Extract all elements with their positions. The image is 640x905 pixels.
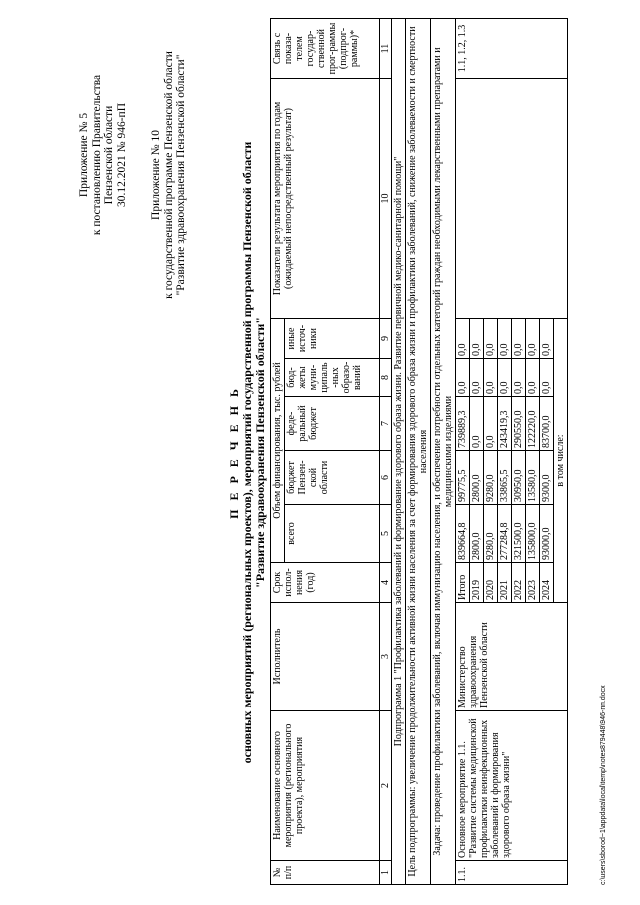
row-total: 9280,0	[484, 505, 498, 563]
header-funding: Объем финансирования, тыс. рублей	[271, 319, 285, 563]
activities-table	[270, 18, 568, 885]
row-year: 2023	[526, 563, 540, 603]
header-federal: феде-ральный бюджет	[285, 397, 380, 451]
row-federal: 83700,0	[540, 397, 554, 451]
row-municipal: 0,0	[512, 359, 526, 397]
row-total: 321500,0	[512, 505, 526, 563]
annex5-line3: Пензенской области	[103, 105, 115, 205]
subprogram-row	[392, 19, 406, 885]
col-number: 10	[380, 79, 392, 319]
title-heading: П Е Р Е Ч Е Н Ь	[227, 386, 241, 519]
row-year: 2024	[540, 563, 554, 603]
subprogram-task: Задача: проведение профилактики заболеваний, включая иммунизацию населения, и обеспечение потребности отдельных категорий граждан необходимыми лекарственными препаратами и медицинскими изделиями	[431, 19, 456, 885]
col-number: 3	[380, 603, 392, 711]
row-results	[456, 79, 568, 319]
row-federal: 739889,3	[456, 397, 470, 451]
row-other: 0,0	[456, 319, 470, 359]
annex5-line1: Приложение № 5	[78, 112, 90, 198]
col-number: 7	[380, 397, 392, 451]
row-year: 2019	[470, 563, 484, 603]
row-municipal: 0,0	[484, 359, 498, 397]
header-term: Срок испол-нения (год)	[271, 563, 380, 603]
header-regional: бюджет Пензен-ской области	[285, 451, 380, 505]
row-total: 93000,0	[540, 505, 554, 563]
row-other: 0,0	[540, 319, 554, 359]
row-regional: 13580,0	[526, 451, 540, 505]
row-federal: 290550,0	[512, 397, 526, 451]
header-results: Показатели результата мероприятия по годам (ожидаемый непосредственный результат)	[271, 79, 380, 319]
row-regional: 30950,0	[512, 451, 526, 505]
row-other: 0,0	[484, 319, 498, 359]
row-municipal: 0,0	[526, 359, 540, 397]
row-year: 2020	[484, 563, 498, 603]
row-municipal: 0,0	[540, 359, 554, 397]
row-total: 135800,0	[526, 505, 540, 563]
header-total: всего	[285, 505, 380, 563]
row-regional: 33865,5	[498, 451, 512, 505]
row-municipal: 0,0	[456, 359, 470, 397]
subprogram-goal: Цель подпрограммы: увеличение продолжительности активной жизни населения за счет формирования здорового образа жизни и профилактики заболеваний, снижение заболеваемости и смертности населения	[406, 19, 431, 885]
file-path-footer: c:\users\sborod~1\appdata\local\temp\notes879448\946-пп.docx	[600, 685, 607, 885]
col-number: 5	[380, 505, 392, 563]
task-row	[431, 19, 456, 885]
header-row-1	[271, 19, 285, 885]
annex5-header	[78, 40, 128, 270]
col-number: 9	[380, 319, 392, 359]
annex10-line1: Приложение № 10	[150, 130, 162, 220]
row-municipal: 0,0	[470, 359, 484, 397]
row-year: 2022	[512, 563, 526, 603]
including-label: в том числе:	[554, 319, 568, 603]
row-federal: 0,0	[484, 397, 498, 451]
row-municipal: 0,0	[498, 359, 512, 397]
annex5-line2: к постановлению Правительства	[90, 74, 103, 236]
row-regional: 9300,0	[540, 451, 554, 505]
header-other: иные источ-ники	[285, 319, 380, 359]
row-regional: 9280,0	[484, 451, 498, 505]
col-number: 4	[380, 563, 392, 603]
row-total: 2800,0	[470, 505, 484, 563]
annex10-header	[150, 10, 188, 340]
column-number-row	[380, 19, 392, 885]
annex5-line4: 30.12.2021 № 946-пП	[115, 103, 128, 208]
title-line3: "Развитие здравоохранения Пензенской области"	[253, 317, 267, 588]
activity-name: Основное мероприятие 1.1. "Развитие системы медицинской профилактики неинфекционных заболеваний и формирования здорового образа жизни"	[456, 711, 568, 861]
row-other: 0,0	[512, 319, 526, 359]
document-title	[228, 0, 267, 905]
row-other: 0,0	[470, 319, 484, 359]
col-number: 2	[380, 711, 392, 861]
table-row	[456, 19, 470, 885]
row-federal: 243419,3	[498, 397, 512, 451]
header-municipal: бюд-жеты муни-ципаль-ных образо-ваний	[285, 359, 380, 397]
header-number: № п/п	[271, 861, 380, 885]
row-total: 277284,8	[498, 505, 512, 563]
header-executor: Исполнитель	[271, 603, 380, 711]
row-total: 839664,8	[456, 505, 470, 563]
col-number: 1	[380, 861, 392, 885]
row-federal: 122220,0	[526, 397, 540, 451]
goal-row	[406, 19, 431, 885]
header-link: Связь с показа-телем государ-ственной прог-раммы (подпрог-раммы)*	[271, 19, 380, 79]
activity-link: 1.1, 1.2, 1.3	[456, 19, 568, 79]
row-regional: 99775,5	[456, 451, 470, 505]
header-name: Наименование основного мероприятия (регионального проекта), мероприятия	[271, 711, 380, 861]
annex10-line3: "Развитие здравоохранения Пензенской области"	[175, 54, 187, 296]
row-regional: 2800,0	[470, 451, 484, 505]
title-line2: основных мероприятий (региональных проектов), мероприятий государственной программы Пензенской области	[240, 141, 254, 764]
row-other: 0,0	[526, 319, 540, 359]
row-other: 0,0	[498, 319, 512, 359]
activity-executor: Министерство здравоохранения Пензенской области	[456, 603, 568, 711]
row-year: 2021	[498, 563, 512, 603]
row-year: Итого	[456, 563, 470, 603]
activity-number: 1.1.	[456, 861, 568, 885]
annex10-line2: к государственной программе Пензенской области	[162, 51, 175, 299]
col-number: 8	[380, 359, 392, 397]
col-number: 11	[380, 19, 392, 79]
col-number: 6	[380, 451, 392, 505]
row-federal: 0,0	[470, 397, 484, 451]
subprogram-title: Подпрограмма 1 "Профилактика заболеваний и формирование здорового образа жизни. Развитие первичной медико-санитарной помощи"	[392, 19, 406, 885]
